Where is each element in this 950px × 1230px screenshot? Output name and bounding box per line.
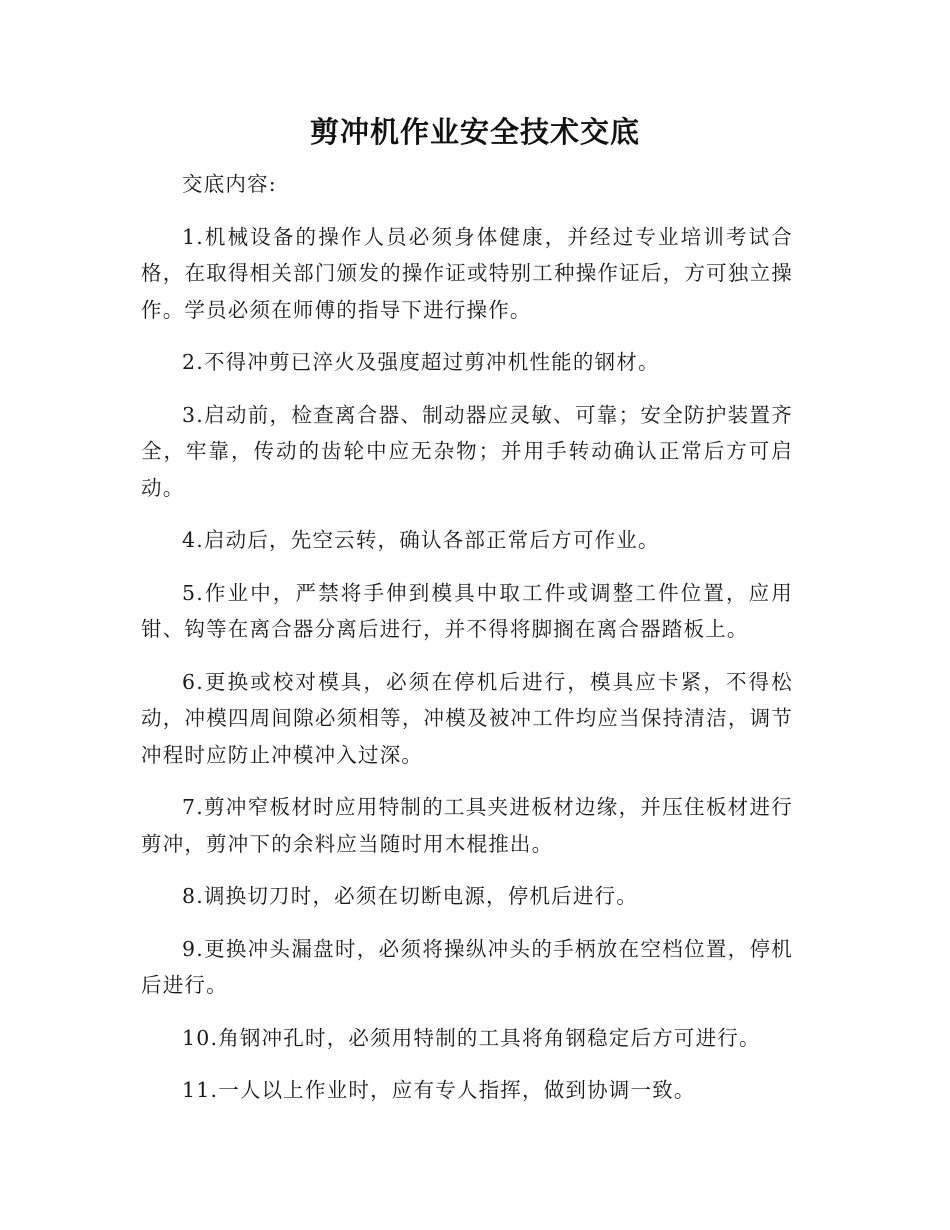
paragraph-item-10: 10.角钢冲孔时，必须用特制的工具将角钢稳定后方可进行。 bbox=[182, 1025, 761, 1050]
paragraph-item-1: 1.机械设备的操作人员必须身体健康，并经过专业培训考试合格，在取得相关部门颁发的操作证或特别工种操作证后，方可独立操作。学员必须在师傅的指导下进行操作。 bbox=[141, 224, 793, 322]
paragraph-item-9: 9.更换冲头漏盘时，必须将操纵冲头的手柄放在空档位置，停机后进行。 bbox=[141, 936, 793, 997]
paragraph-item-7: 7.剪冲窄板材时应用特制的工具夹进板材边缘，并压住板材进行剪冲，剪冲下的余料应当随时用木棍推出。 bbox=[141, 795, 793, 856]
paragraph-item-2: 2.不得冲剪已淬火及强度超过剪冲机性能的钢材。 bbox=[182, 350, 660, 374]
document-body bbox=[141, 166, 793, 1125]
paragraph-item-8: 8.调换切刀时，必须在切断电源，停机后进行。 bbox=[182, 884, 638, 908]
paragraph-item-6: 6.更换或校对模具，必须在停机后进行，模具应卡紧，不得松动，冲模四周间隙必须相等，冲模及被冲工件均应当保持清洁，调节冲程时应防止冲模冲入过深。 bbox=[141, 669, 793, 767]
paragraph-item-11: 11.一人以上作业时，应有专人指挥，做到协调一致。 bbox=[182, 1078, 696, 1102]
paragraph-item-3: 3.启动前，检查离合器、制动器应灵敏、可靠；安全防护装置齐全，牢靠，传动的齿轮中应无杂物；并用手转动确认正常后方可启动。 bbox=[141, 402, 793, 500]
intro-label: 交底内容: bbox=[182, 172, 277, 196]
document-title: 剪冲机作业安全技术交底 bbox=[309, 115, 640, 149]
paragraph-item-4: 4.启动后，先空云转，确认各部正常后方可作业。 bbox=[182, 528, 660, 552]
paragraph-item-5: 5.作业中，严禁将手伸到模具中取工件或调整工件位置，应用钳、钩等在离合器分离后进行，并不得将脚搁在离合器踏板上。 bbox=[141, 580, 793, 641]
